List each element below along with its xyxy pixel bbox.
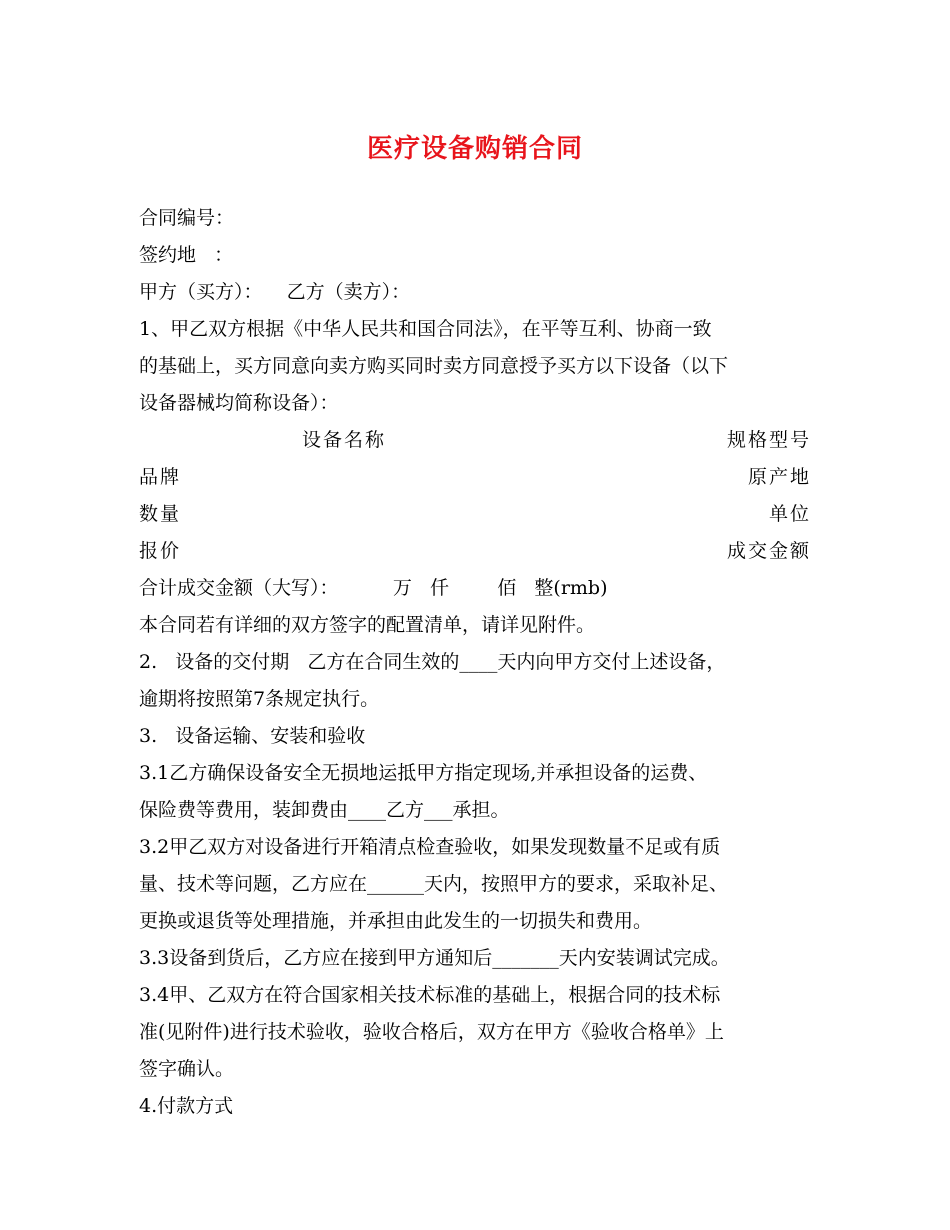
document-title: 医疗设备购销合同 xyxy=(366,134,583,164)
parties-line: 甲方（买方）： 乙方（卖方）： xyxy=(139,281,411,303)
equipment-table-row xyxy=(139,496,811,533)
clause2-line: 逾期将按照第7条规定执行。 xyxy=(139,688,380,710)
total-amount-line: 合计成交金额（大写）： 万 仟 佰 整(rmb) xyxy=(139,577,608,599)
clause3-1-line: 3.1乙方确保设备安全无损地运抵甲方指定现场,并承担设备的运费、 xyxy=(139,762,708,784)
clause3-4-line: 准(见附件)进行技术验收，验收合格后，双方在甲方《验收合格单》上 xyxy=(139,1021,724,1043)
clause3-heading: 3. 设备运输、安装和验收 xyxy=(139,725,366,747)
clause3-4-line: 签字确认。 xyxy=(139,1058,235,1080)
clause4-heading: 4.付款方式 xyxy=(139,1095,234,1117)
clause3-4-line: 3.4甲、乙双方在符合国家相关技术标准的基础上，根据合同的技术标 xyxy=(139,984,721,1006)
clause1-line: 设备器械均简称设备）： xyxy=(139,392,339,414)
clause3-2-line: 更换或退货等处理措施，并承担由此发生的一切损失和费用。 xyxy=(139,910,653,932)
contract-number-line: 合同编号： xyxy=(139,207,235,229)
table-cell-right: 原产地 xyxy=(747,466,811,488)
sign-place-line: 签约地 ： xyxy=(139,244,234,266)
clause3-3-line: 3.3设备到货后，乙方应在接到甲方通知后_______天内安装调试完成。 xyxy=(139,947,730,969)
table-cell-right: 规格型号 xyxy=(726,429,811,451)
attachment-note: 本合同若有详细的双方签字的配置清单，请详见附件。 xyxy=(139,614,596,636)
table-cell-right: 单位 xyxy=(768,503,811,525)
equipment-table-row xyxy=(139,422,811,459)
clause3-1-line: 保险费等费用，装卸费由____乙方___承担。 xyxy=(139,799,510,821)
table-cell-left: 报价 xyxy=(139,540,182,562)
equipment-table-row xyxy=(139,533,811,570)
clause1-line: 的基础上，买方同意向卖方购买同时卖方同意授予买方以下设备（以下 xyxy=(139,355,729,377)
clause3-2-line: 3.2甲乙双方对设备进行开箱清点检查验收，如果发现数量不足或有质 xyxy=(139,836,721,858)
table-cell-left: 品牌 xyxy=(139,466,182,488)
equipment-table-row xyxy=(139,459,811,496)
table-cell-right: 成交金额 xyxy=(726,540,811,562)
table-cell-left: 设备名称 xyxy=(302,429,387,451)
table-cell-left: 数量 xyxy=(139,503,182,525)
contract-body xyxy=(139,200,811,1125)
clause1-line: 1、甲乙双方根据《中华人民共和国合同法》，在平等互利、协商一致 xyxy=(139,318,712,340)
clause2-line: 2. 设备的交付期 乙方在合同生效的____天内向甲方交付上述设备， xyxy=(139,651,726,673)
clause3-2-line: 量、技术等问题，乙方应在______天内，按照甲方的要求，采取补足、 xyxy=(139,873,729,895)
